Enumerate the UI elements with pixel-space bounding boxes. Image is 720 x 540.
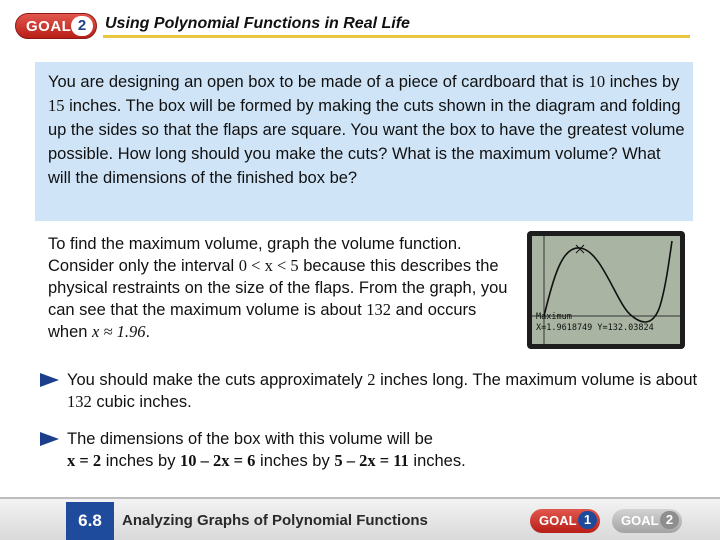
bullet-2-text: The dimensions of the box with this volume will be x = 2 inches by 10 – 2x = 6 inches by 5 – 2x = 11 inches. xyxy=(67,430,466,470)
bullet-1-text: You should make the cuts approximately 2 inches long. The maximum volume is about 132 cubic inches. xyxy=(67,370,698,411)
footer-bar xyxy=(0,497,720,540)
bullet-arrow-icon xyxy=(40,432,59,446)
goal-badge-number: 2 xyxy=(71,16,93,36)
section-title: Analyzing Graphs of Polynomial Functions xyxy=(122,512,428,529)
calculator-screenshot xyxy=(527,231,685,349)
volume-curve xyxy=(544,241,672,322)
calculator-screen xyxy=(532,236,680,344)
explanation-text: To find the maximum volume, graph the volume function. Consider only the interval 0 < x < 5 because this describes the physical restraints on the size of the flaps. From the graph, you can see that the maximum volume is about 132 and occurs when x ≈ 1.96. xyxy=(48,235,508,341)
goal-1-nav-button[interactable]: GOAL 1 xyxy=(530,509,600,533)
x-value-expression: x ≈ 1.96 xyxy=(92,322,146,341)
title-underline xyxy=(103,35,690,38)
calculator-label-maximum: Maximum xyxy=(536,312,572,322)
goal-badge-label: GOAL xyxy=(26,18,72,35)
calculator-label-coordinates: X=1.9618749 Y=132.03824 xyxy=(536,323,654,333)
section-number-badge: 6.8 xyxy=(66,502,114,540)
goal-2-badge xyxy=(15,13,97,39)
page-title: Using Polynomial Functions in Real Life xyxy=(105,15,410,32)
conclusion-bullet-1 xyxy=(40,369,700,413)
max-volume-value: 132 xyxy=(366,300,391,319)
bullet-arrow-icon xyxy=(40,373,59,387)
problem-text: You are designing an open box to be made of a piece of cardboard that is 10 inches by 15 inches. The box will be formed by making the cuts shown in the diagram and folding up the sides so that the flaps are square. You want the box to have the greatest volume possible. How long should you make the cuts? What is the maximum volume? What will the dimensions of the finished box be? xyxy=(48,72,685,187)
conclusion-bullet-2 xyxy=(40,428,700,472)
goal-2-nav-button[interactable]: GOAL 2 xyxy=(612,509,682,533)
problem-box xyxy=(35,62,693,221)
interval-expression: 0 < x < 5 xyxy=(238,256,299,275)
